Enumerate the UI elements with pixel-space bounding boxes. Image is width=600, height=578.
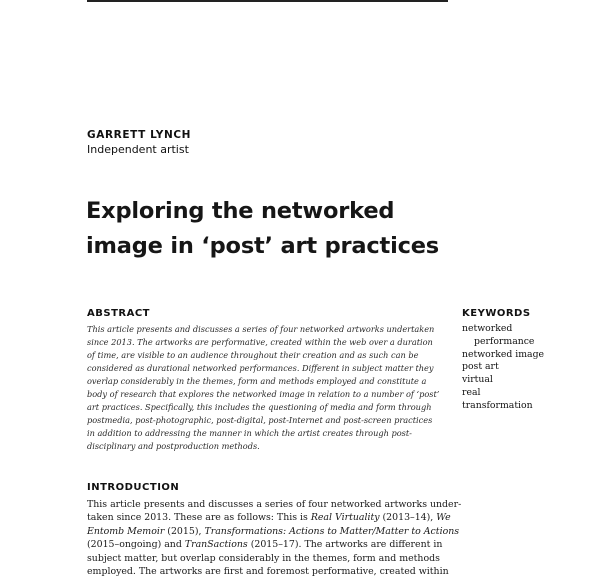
intro-line (87, 538, 449, 551)
abstract-line: considered as durational networked performances. Different in subject matter they (87, 363, 434, 373)
author-name: GARRETT LYNCH (87, 129, 192, 141)
keyword-item: virtual (462, 374, 493, 386)
intro-line (87, 511, 449, 524)
introduction-heading: INTRODUCTION (87, 482, 180, 493)
intro-line (87, 525, 460, 538)
artwork-title: Real Virtuality (310, 512, 380, 524)
keyword-item: performance (474, 335, 535, 347)
intro-text: (2013–14), (379, 512, 437, 524)
abstract-line: disciplinary and postproduction methods. (87, 441, 260, 451)
abstract-line: of time, are visible to an audience throughout their creation and as such can be (87, 350, 419, 360)
keyword-item: real (462, 386, 481, 398)
intro-line: subject matter, but overlap considerably in the themes, form and methods (87, 552, 440, 564)
author-affiliation: Independent artist (87, 143, 189, 156)
intro-line: employed. The artworks are first and foremost performative, created within (87, 566, 449, 578)
intro-text: taken since 2013. These are as follows: This is (87, 512, 311, 524)
artwork-title: TranSactions (184, 539, 248, 551)
abstract-line: body of research that explores the networked image in relation to a number of ‘post’ (87, 389, 440, 399)
abstract-heading: ABSTRACT (87, 308, 150, 319)
intro-text: (2015–ongoing) and (87, 539, 185, 551)
keyword-item: networked image (462, 348, 545, 360)
abstract-body (87, 323, 449, 453)
article-title (86, 194, 466, 264)
intro-line: This article presents and discusses a series of four networked artworks under- (87, 499, 462, 510)
abstract-line: overlap considerably in the themes, form and methods employed and constitute a (87, 376, 427, 386)
abstract-line: postmedia, post-photographic, post-digital, post-Internet and post-screen practices (87, 415, 433, 425)
article-title-line: image in ‘post’ art practices (86, 233, 439, 259)
article-title-line: Exploring the networked (86, 198, 395, 224)
keyword-list (462, 323, 544, 413)
abstract-line: art practices. Specifically, this includes the questioning of media and form through (87, 402, 432, 412)
intro-text: (2015), (164, 525, 205, 537)
intro-text: (2015–17). The artworks are different in (247, 539, 443, 551)
keyword-item: networked (462, 323, 513, 334)
artwork-title: We (436, 512, 451, 524)
keywords-heading: KEYWORDS (462, 308, 531, 319)
top-rule (87, 0, 448, 2)
introduction-body (87, 498, 462, 578)
abstract-line: This article presents and discusses a series of four networked artworks undertaken (87, 324, 435, 334)
keyword-item: transformation (462, 399, 533, 411)
abstract-line: in addition to addressing the manner in which the artist creates through post- (87, 428, 412, 438)
keyword-item: post art (462, 361, 499, 373)
artwork-title: Entomb Memoir (87, 525, 165, 537)
artwork-title: Transformations: Actions to Matter/Matter to Actions (204, 525, 460, 537)
abstract-line: since 2013. The artworks are performative, created within the web over a duration (87, 337, 433, 347)
